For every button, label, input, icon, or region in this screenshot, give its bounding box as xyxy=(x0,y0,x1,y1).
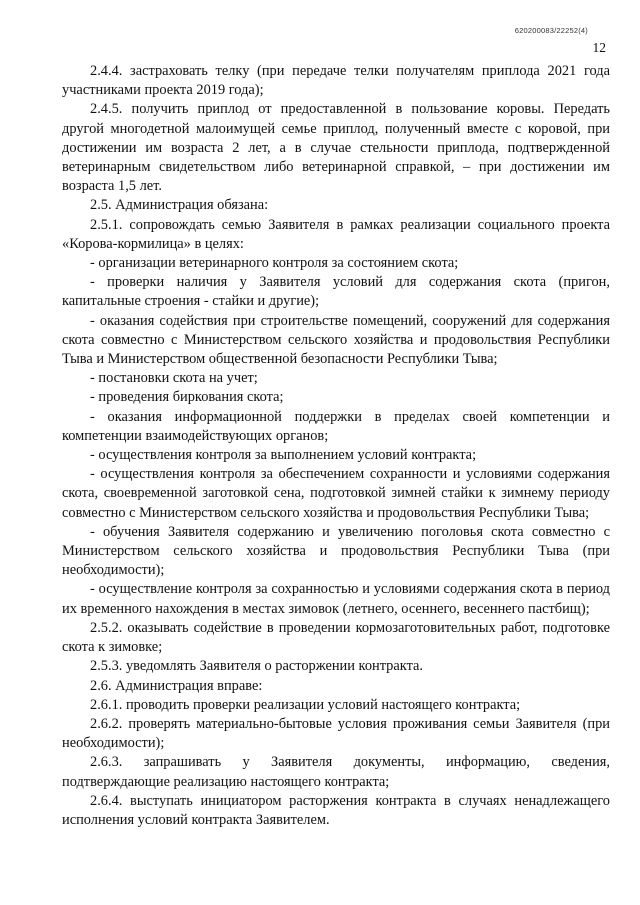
paragraph-2-5-3: 2.5.3. уведомлять Заявителя о расторжении контракта. xyxy=(90,658,424,675)
paragraph-2-4-4: 2.4.4. застраховать телку (при передаче телки получателям приплода 2021 года участниками проекта 2019 года); xyxy=(62,63,610,99)
list-item: - организации ветеринарного контроля за состоянием скота; xyxy=(90,255,459,272)
list-item: - осуществления контроля за обеспечением сохранности и условиями содержания скота, своевременной заготовкой сена, подготовкой зимней стайки к зимнему периоду совместно с Министерством сельского хозяйства и продовольствия Республики Тыва; xyxy=(62,466,610,521)
paragraph-2-6-2: 2.6.2. проверять материально-бытовые условия проживания семьи Заявителя (при необходимости); xyxy=(62,715,610,752)
paragraph-2-6-3: 2.6.3. запрашивать у Заявителя документы, информацию, сведения, подтверждающие реализацию настоящего контракта; xyxy=(62,754,610,790)
list-item: - проведения биркования скота; xyxy=(90,389,284,406)
paragraph-2-5-1: 2.5.1. сопровождать семью Заявителя в рамках реализации социального проекта «Корова-кормилица» в целях: xyxy=(62,216,610,252)
section-heading-2-6: 2.6. Администрация вправе: xyxy=(90,677,263,694)
list-item: - оказания содействия при строительстве помещений, сооружений для содержания скота совместно с Министерством сельского хозяйства и продовольствия Республики Тыва и Министерством общественной безопасности Республики Тыва; xyxy=(62,312,610,368)
paragraph-2-6-4: 2.6.4. выступать инициатором расторжения контракта в случаях ненадлежащего исполнения условий контракта Заявителем. xyxy=(62,792,610,828)
section-heading-2-5: 2.5. Администрация обязана: xyxy=(90,197,269,214)
paragraph-2-4-5: 2.4.5. получить приплод от предоставленной в пользование коровы. Передать другой многодетной малоимущей семье приплод, полученный вместе с коровой, при достижении им возраста 2 лет, а в случае стельности приплода, подтвержденной ветеринарным свидетельством либо ветеринарной справкой, – при достижении им возраста 1,5 лет. xyxy=(62,101,610,195)
list-item: - осуществление контроля за сохранностью и условиями содержания скота в период их временного нахождения в местах зимовок (летнего, осеннего, весеннего пастбищ); xyxy=(62,581,610,617)
paragraph-2-6-1: 2.6.1. проводить проверки реализации условий настоящего контракта; xyxy=(90,696,521,713)
list-item: - проверки наличия у Заявителя условий для содержания скота (пригон, капитальные строения - стайки и другие); xyxy=(62,274,610,310)
document-body xyxy=(62,62,610,830)
document-id: 620200083/22252(4) xyxy=(514,26,588,35)
list-item: - осуществления контроля за выполнением условий контракта; xyxy=(90,447,477,464)
list-item: - обучения Заявителя содержанию и увеличению поголовья скота совместно с Министерством сельского хозяйства и продовольствия Республики Тыва (при необходимости); xyxy=(62,523,610,579)
page-number: 12 xyxy=(592,40,606,55)
list-item: - оказания информационной поддержки в пределах своей компетенции и компетенции взаимодействующих органов; xyxy=(62,408,610,444)
list-item: - постановки скота на учет; xyxy=(90,370,258,387)
paragraph-2-5-2: 2.5.2. оказывать содействие в проведении кормозаготовительных работ, подготовке скота к зимовке; xyxy=(62,619,610,656)
